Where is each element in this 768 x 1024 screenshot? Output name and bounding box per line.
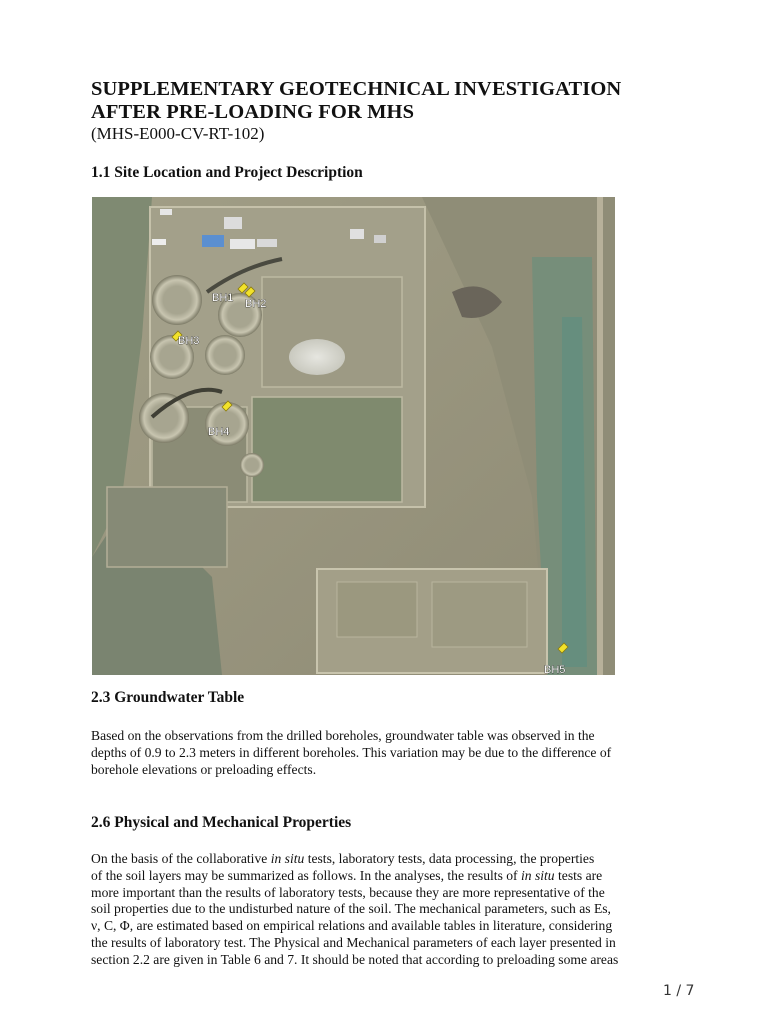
paragraph-line: the results of laboratory test. The Physical and Mechanical parameters of each layer presented in <box>91 934 616 950</box>
section-heading-1-1: 1.1 Site Location and Project Description <box>91 164 363 181</box>
bh4-label: BH4 <box>208 426 230 438</box>
document-title <box>91 78 731 124</box>
section-heading-2-3: 2.3 Groundwater Table <box>91 689 245 706</box>
bh3-label: BH3 <box>178 335 200 347</box>
paragraph-line: ν, C, Φ, are estimated based on empirical relations and available tables in literature, considering <box>91 918 613 934</box>
paragraph-line: soil properties due to the undisturbed nature of the soil. The mechanical parameters, such as Es, <box>91 901 611 917</box>
paragraph-line: Based on the observations from the drilled boreholes, groundwater table was observed in the <box>91 728 595 743</box>
paragraph-line: On the basis of the collaborative in situ tests, laboratory tests, data processing, the properties <box>91 851 595 866</box>
properties-paragraph <box>91 851 691 969</box>
paragraph-line: of the soil layers may be summarized as follows. In the analyses, the results of in situ tests are <box>91 867 603 883</box>
paragraph-line: depths of 0.9 to 2.3 meters in different boreholes. This variation may be due to the difference of <box>91 744 612 760</box>
title-line-1: SUPPLEMENTARY GEOTECHNICAL INVESTIGATION <box>91 78 622 100</box>
site-aerial-map <box>92 197 615 675</box>
groundwater-paragraph <box>91 728 691 778</box>
page-indicator: 1 / 7 <box>663 983 695 999</box>
paragraph-line: borehole elevations or preloading effects. <box>91 761 317 777</box>
title-line-2: AFTER PRE-LOADING FOR MHS <box>91 101 415 123</box>
bh2-label: BH2 <box>245 298 267 310</box>
document-id: (MHS-E000-CV-RT-102) <box>91 124 265 143</box>
paragraph-line: section 2.2 are given in Table 6 and 7. It should be noted that according to preloading some areas <box>91 951 619 967</box>
section-heading-2-6: 2.6 Physical and Mechanical Properties <box>91 814 352 831</box>
bh1-label: BH1 <box>212 292 234 304</box>
paragraph-line: more important than the results of laboratory tests, because they are more representative of the <box>91 884 605 900</box>
bh5-label: BH5 <box>544 664 566 675</box>
